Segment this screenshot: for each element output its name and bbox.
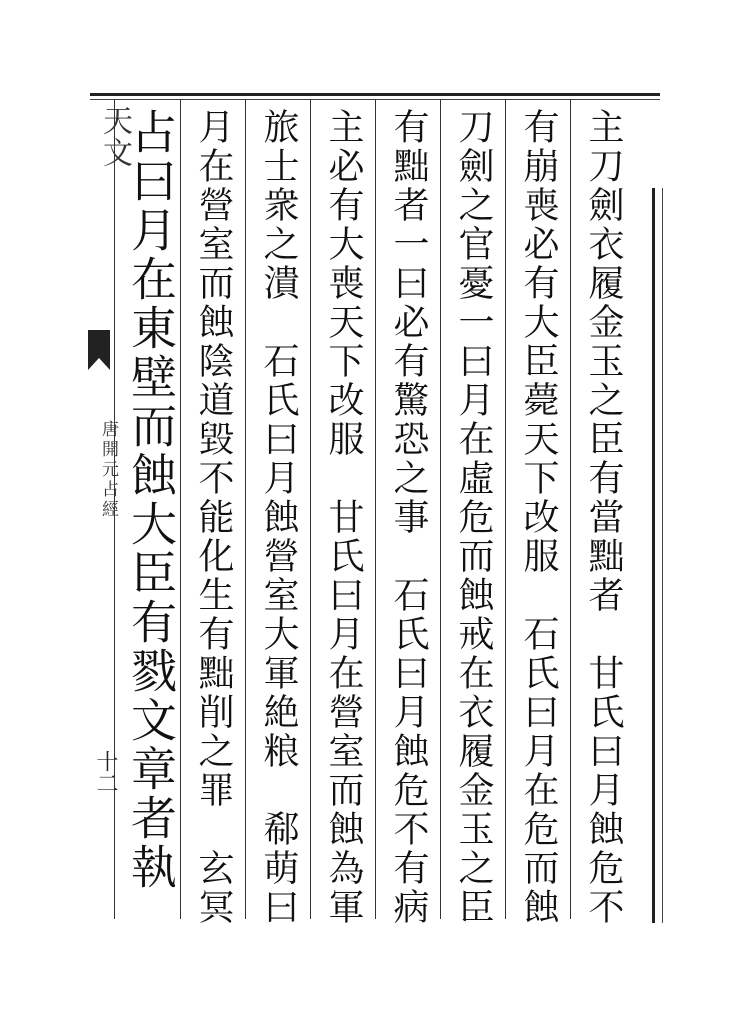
text-column-4: 有黜者一曰必有驚恐之事 石氏曰月蝕危不有病 bbox=[388, 108, 429, 927]
text-column-1: 主刀劍衣履金玉之臣有當黜者 甘氏曰月蝕危不 bbox=[583, 108, 624, 927]
column-divider bbox=[375, 99, 376, 919]
text-column-3: 刀劍之官憂一曰月在虛危而蝕戒在衣履金玉之臣 bbox=[453, 108, 494, 927]
column-divider bbox=[310, 99, 311, 919]
text-column-6: 旅士衆之潰 石氏曰月蝕營室大軍絶粮 郗萌曰 bbox=[258, 108, 299, 927]
margin-title: 天文 bbox=[97, 105, 132, 169]
margin-page-number: 十二 bbox=[93, 750, 118, 794]
top-border-rule bbox=[90, 93, 660, 96]
outer-border-right bbox=[652, 188, 655, 923]
fish-tail-mark-icon bbox=[88, 330, 110, 370]
text-column-8: 占曰月在東壁而蝕大臣有戮文章者執 bbox=[124, 108, 178, 892]
outer-border-right-inner bbox=[662, 188, 663, 923]
column-divider bbox=[505, 99, 506, 919]
margin-book-title: 唐開元占經 bbox=[98, 420, 118, 520]
text-column-2: 有崩喪必有大臣薨天下改服 石氏曰月在危而蝕 bbox=[518, 108, 559, 927]
column-divider bbox=[180, 99, 181, 919]
column-divider bbox=[570, 99, 571, 919]
text-column-7: 月在營室而蝕陰道毀不能化生有黜削之罪 玄冥 bbox=[193, 108, 234, 927]
text-column-5: 主必有大喪天下改服 甘氏曰月在營室而蝕為軍 bbox=[323, 108, 364, 927]
column-divider bbox=[245, 99, 246, 919]
column-divider bbox=[440, 99, 441, 919]
